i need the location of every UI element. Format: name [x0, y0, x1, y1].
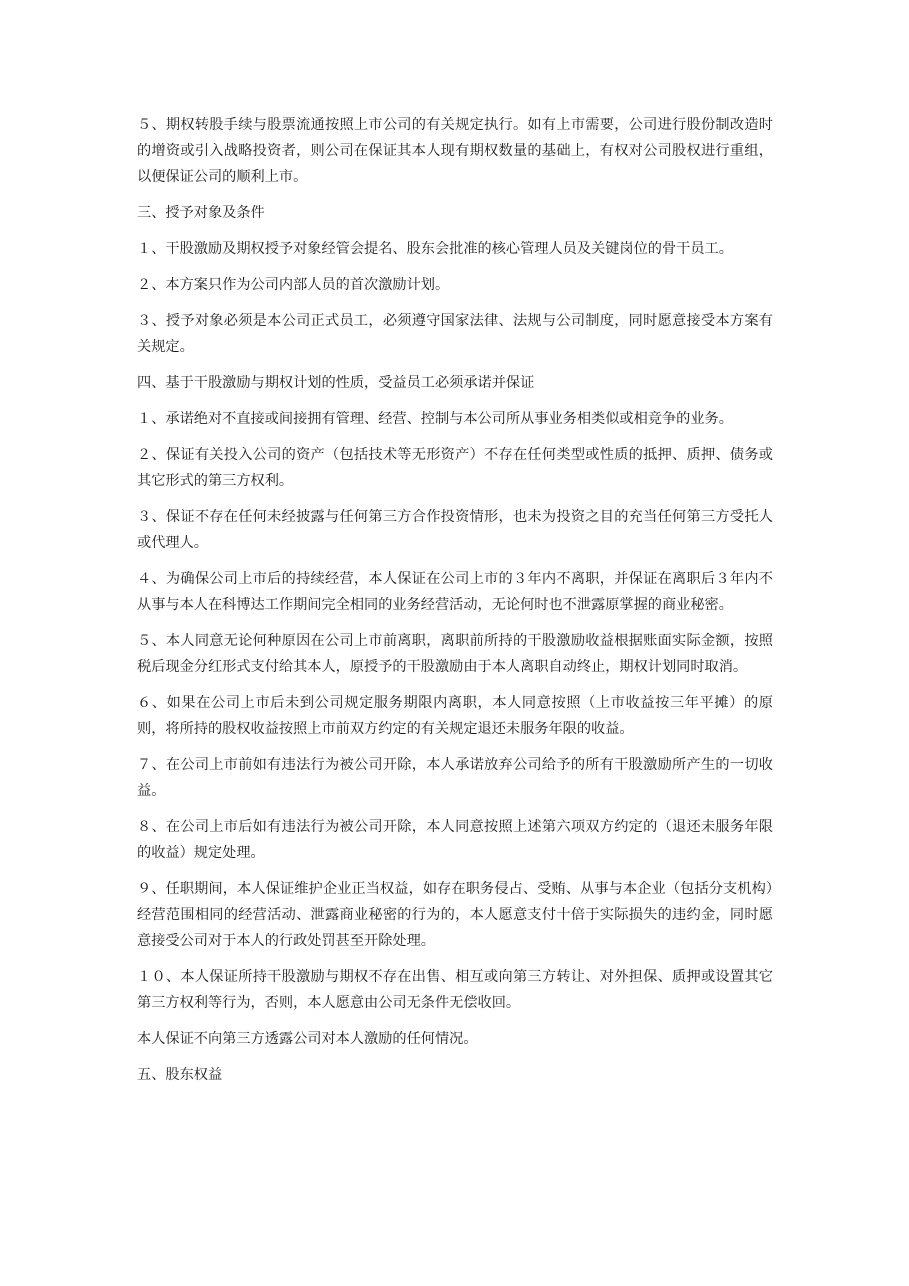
paragraph-12: ６、如果在公司上市后未到公司规定服务期限内离职，本人同意按照（上市收益按三年平摊）的原则，将所持的股权收益按照上市前双方约定的有关规定退还未服务年限的收益。: [137, 695, 773, 737]
document-page: [137, 112, 773, 1098]
section-heading-4: 四、基于干股激励与期权计划的性质，受益员工必须承诺并保证: [137, 375, 535, 391]
paragraph-4: ２、本方案只作为公司内部人员的首次激励计划。: [137, 277, 450, 293]
section-heading-3: 三、授予对象及条件: [137, 205, 265, 221]
paragraph-13: ７、在公司上市前如有违法行为被公司开除，本人承诺放弃公司给予的所有干股激励所产生的一切收益。: [137, 757, 773, 799]
paragraph-3: １、干股激励及期权授予对象经管会提名、股东会批准的核心管理人员及关键岗位的骨干员工。: [137, 241, 733, 257]
paragraph-16: １０、本人保证所持干股激励与期权不存在出售、相互或向第三方转让、对外担保、质押或设置其它第三方权利等行为，否则，本人愿意由公司无条件无偿收回。: [137, 969, 773, 1011]
paragraph-15: ９、任职期间，本人保证维护企业正当权益，如存在职务侵占、受贿、从事与本企业（包括分支机构）经营范围相同的经营活动、泄露商业秘密的行为的，本人愿意支付十倍于实际损失的违约金，同时愿意接受公司对于本人的行政处罚甚至开除处理。: [137, 881, 773, 949]
paragraph-8: ２、保证有关投入公司的资产（包括技术等无形资产）不存在任何类型或性质的抵押、质押、债务或其它形式的第三方权利。: [137, 447, 773, 489]
paragraph-11: ５、本人同意无论何种原因在公司上市前离职，离职前所持的干股激励收益根据账面实际金额，按照税后现金分红形式支付给其本人，原授予的干股激励由于本人离职自动终止，期权计划同时取消。: [137, 633, 773, 675]
paragraph-10: ４、为确保公司上市后的持续经营，本人保证在公司上市的３年内不离职，并保证在离职后３年内不从事与本人在科博达工作期间完全相同的业务经营活动，无论何时也不泄露原掌握的商业秘密。: [137, 571, 773, 613]
paragraph-1: ５、期权转股手续与股票流通按照上市公司的有关规定执行。如有上市需要，公司进行股份制改造时的增资或引入战略投资者，则公司在保证其本人现有期权数量的基础上，有权对公司股权进行重组，以便保证公司的顺利上市。: [137, 117, 773, 185]
paragraph-7: １、承诺绝对不直接或间接拥有管理、经营、控制与本公司所从事业务相类似或相竞争的业务。: [137, 411, 733, 427]
paragraph-17: 本人保证不向第三方透露公司对本人激励的任何情况。: [137, 1031, 478, 1047]
paragraph-5: ３、授予对象必须是本公司正式员工，必须遵守国家法律、法规与公司制度，同时愿意接受本方案有关规定。: [137, 313, 773, 355]
paragraph-14: ８、在公司上市后如有违法行为被公司开除，本人同意按照上述第六项双方约定的（退还未服务年限的收益）规定处理。: [137, 819, 773, 861]
section-heading-5: 五、股东权益: [137, 1067, 223, 1083]
paragraph-9: ３、保证不存在任何未经披露与任何第三方合作投资情形，也未为投资之目的充当任何第三方受托人或代理人。: [137, 509, 773, 551]
